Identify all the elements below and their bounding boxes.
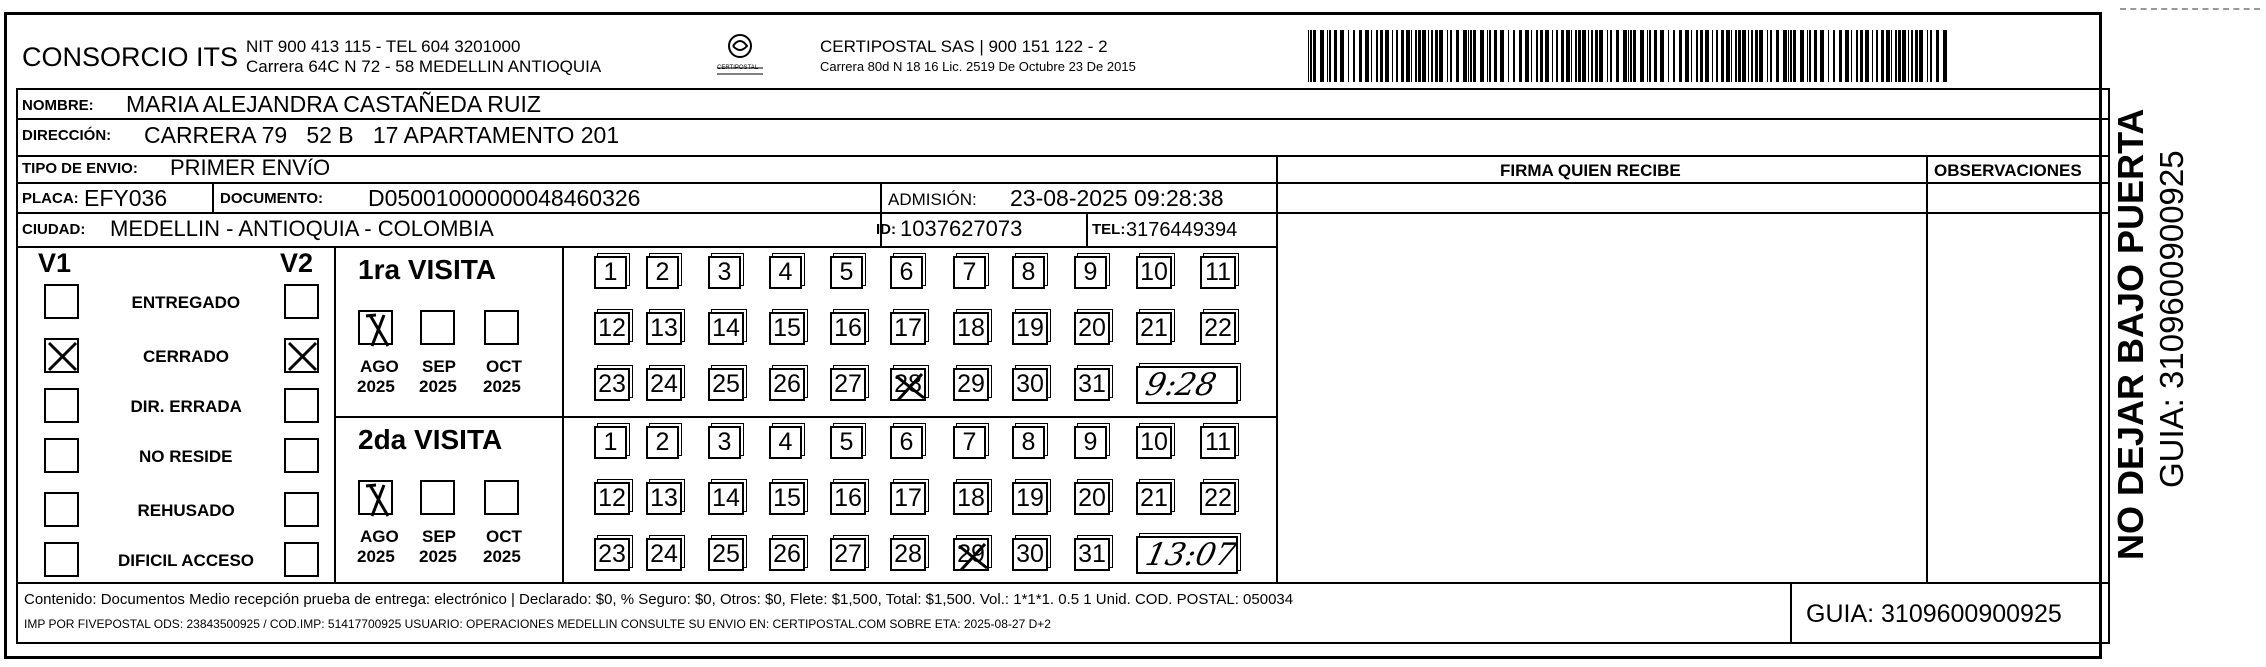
- day-number: 16: [834, 484, 862, 512]
- day-box[interactable]: [890, 482, 926, 515]
- direccion-label: DIRECCIÓN:: [22, 127, 112, 144]
- side-guia: GUIA: 3109600900925: [2153, 150, 2190, 488]
- day-number: 26: [773, 540, 801, 568]
- imp-text: IMP POR FIVEPOSTAL ODS: 23843500925 / COD.IMP: 51417700925 USUARIO: OPERACIONES MEDELLIN CONSULTE SU ENVIO EN: CERTIPOSTAL.COM SOBRE ETA: 2025-08-27 D+2: [24, 617, 1051, 631]
- v1-checkbox[interactable]: [44, 542, 79, 577]
- v1-checkbox[interactable]: [44, 438, 79, 473]
- day-number: 24: [650, 370, 678, 398]
- day-box[interactable]: [769, 368, 805, 401]
- day-number: 1: [603, 258, 618, 286]
- day-box[interactable]: [830, 256, 863, 289]
- day-box[interactable]: [830, 312, 866, 345]
- day-number: 27: [834, 540, 862, 568]
- day-number: 12: [598, 484, 626, 512]
- day-number: 8: [1021, 258, 1036, 286]
- check-x-icon: [286, 340, 321, 375]
- day-number: 19: [1016, 314, 1044, 342]
- day-number: 28: [894, 540, 922, 568]
- day-box[interactable]: [953, 256, 986, 289]
- status-label: NO RESIDE: [139, 447, 233, 466]
- day-number: 6: [899, 428, 914, 456]
- day-number: 20: [1078, 314, 1106, 342]
- day-number: 9: [1083, 428, 1098, 456]
- day-box[interactable]: [1136, 312, 1172, 345]
- day-box[interactable]: [594, 538, 630, 571]
- day-box[interactable]: [1074, 482, 1110, 515]
- day-number: 5: [839, 428, 854, 456]
- check-x-icon: [46, 340, 81, 375]
- day-box[interactable]: [708, 426, 741, 459]
- day-box[interactable]: [1074, 426, 1107, 459]
- visit-title: 2da VISITA: [358, 424, 503, 455]
- handwritten-time-box[interactable]: [1136, 536, 1238, 574]
- year-label: 2025: [483, 547, 521, 566]
- day-box[interactable]: [1012, 256, 1045, 289]
- day-box[interactable]: [769, 482, 805, 515]
- firma-header: FIRMA QUIEN RECIBE: [1500, 161, 1681, 180]
- divider: [334, 416, 1276, 418]
- day-box[interactable]: [769, 538, 805, 571]
- day-box[interactable]: [708, 368, 744, 401]
- month-checkbox[interactable]: [484, 310, 519, 345]
- day-number: 23: [598, 370, 626, 398]
- month-label: AGO: [360, 527, 399, 546]
- day-number: 31: [1078, 370, 1106, 398]
- guia-box-text: GUIA: 3109600900925: [1806, 600, 2062, 628]
- month-checkbox[interactable]: [420, 480, 455, 515]
- day-number: 13: [650, 314, 678, 342]
- tipo-value: PRIMER ENVíO: [170, 155, 331, 180]
- tel-label: TEL:: [1092, 221, 1126, 238]
- day-number: 29: [957, 370, 985, 398]
- day-number: 27: [834, 370, 862, 398]
- day-box[interactable]: [1136, 426, 1172, 459]
- day-number: 30: [1016, 540, 1044, 568]
- divider: [16, 212, 2110, 214]
- divider: [16, 246, 1276, 248]
- day-box[interactable]: [646, 538, 682, 571]
- day-number: 29: [957, 540, 985, 568]
- day-box[interactable]: [594, 312, 630, 345]
- day-number: 26: [773, 370, 801, 398]
- day-box[interactable]: [594, 256, 627, 289]
- day-box[interactable]: [1074, 538, 1110, 571]
- divider: [212, 182, 214, 212]
- nombre-value: MARIA ALEJANDRA CASTAÑEDA RUIZ: [126, 91, 541, 117]
- day-number: 28: [894, 370, 922, 398]
- divider: [16, 88, 18, 644]
- day-box[interactable]: [708, 256, 741, 289]
- address-line: Carrera 64C N 72 - 58 MEDELLIN ANTIOQUIA: [246, 57, 602, 76]
- status-label: ENTREGADO: [131, 293, 241, 312]
- day-number: 10: [1140, 258, 1168, 286]
- day-number: 16: [834, 314, 862, 342]
- day-number: 22: [1204, 314, 1232, 342]
- day-box[interactable]: [1200, 482, 1236, 515]
- day-number: 18: [957, 484, 985, 512]
- certipostal-logo: [713, 32, 767, 80]
- tipo-label: TIPO DE ENVIO:: [22, 160, 138, 177]
- nombre-label: NOMBRE:: [22, 97, 94, 114]
- day-number: 11: [1205, 428, 1231, 456]
- carrier-line: CERTIPOSTAL SAS | 900 151 122 - 2: [820, 37, 1108, 56]
- day-box[interactable]: [890, 538, 926, 571]
- day-number: 11: [1205, 258, 1231, 286]
- day-box[interactable]: [708, 312, 744, 345]
- day-number: 12: [598, 314, 626, 342]
- day-box[interactable]: [1200, 256, 1236, 289]
- day-number: 10: [1140, 428, 1168, 456]
- day-number: 30: [1016, 370, 1044, 398]
- v1-checkbox[interactable]: [44, 388, 79, 423]
- day-number: 4: [778, 258, 793, 286]
- tel-value: 3176449394: [1126, 219, 1238, 241]
- month-checkbox[interactable]: [358, 480, 393, 515]
- documento-value: D05001000000048460326: [368, 185, 641, 211]
- documento-label: DOCUMENTO:: [220, 190, 324, 207]
- day-number: 22: [1204, 484, 1232, 512]
- v1-checkbox[interactable]: [44, 284, 79, 319]
- day-number: 17: [894, 314, 922, 342]
- v2-checkbox[interactable]: [284, 492, 319, 527]
- day-number: 25: [712, 540, 740, 568]
- company-name: CONSORCIO ITS: [22, 42, 239, 72]
- day-number: 24: [650, 540, 678, 568]
- handwritten-time: 13:07: [1142, 537, 1240, 573]
- v2-checkbox[interactable]: [284, 542, 319, 577]
- day-box[interactable]: [890, 426, 923, 459]
- day-box[interactable]: [953, 482, 989, 515]
- day-number: 5: [839, 258, 854, 286]
- day-box[interactable]: [769, 256, 802, 289]
- ciudad-value: MEDELLIN - ANTIOQUIA - COLOMBIA: [110, 216, 494, 241]
- divider: [16, 88, 2110, 90]
- contenido-text: Contenido: Documentos Medio recepción prueba de entrega: electrónico | Declarado: $0, % Seguro: $0, Otros: $0, Flete: $1,500, Total: $1,500. Vol.: 1*1*1. 0.5 1 Unid. COD. POSTAL: 050034: [24, 591, 1294, 608]
- day-number: 7: [962, 428, 977, 456]
- day-box[interactable]: [646, 256, 679, 289]
- day-box[interactable]: [708, 538, 744, 571]
- handwritten-time-box[interactable]: [1136, 366, 1238, 404]
- barcode: [1308, 30, 1953, 82]
- day-box[interactable]: [769, 312, 805, 345]
- month-label: AGO: [360, 357, 399, 376]
- day-box[interactable]: [953, 368, 989, 401]
- month-label: SEP: [422, 357, 457, 376]
- handwritten-time: 9:28: [1142, 367, 1220, 403]
- ciudad-label: CIUDAD:: [22, 221, 86, 238]
- month-label: OCT: [486, 357, 522, 376]
- divider: [1276, 155, 1278, 582]
- day-box[interactable]: [594, 368, 630, 401]
- day-number: 31: [1078, 540, 1106, 568]
- day-box[interactable]: [1012, 368, 1048, 401]
- side-warning: NO DEJAR BAJO PUERTA: [2110, 108, 2151, 560]
- month-checkbox[interactable]: [420, 310, 455, 345]
- day-box[interactable]: [953, 312, 989, 345]
- day-box[interactable]: [1074, 256, 1107, 289]
- dash-decor: [2120, 8, 2260, 10]
- day-number: 14: [712, 484, 740, 512]
- divider: [16, 642, 2110, 644]
- placa-label: PLACA:: [22, 190, 79, 207]
- day-number: 1: [603, 428, 618, 456]
- day-number: 18: [957, 314, 985, 342]
- day-number: 14: [712, 314, 740, 342]
- day-number: 15: [773, 484, 801, 512]
- day-box[interactable]: [830, 368, 866, 401]
- divider: [1790, 582, 1792, 642]
- day-number: 2: [655, 428, 670, 456]
- divider: [562, 246, 564, 582]
- direccion-value: CARRERA 79 52 B 17 APARTAMENTO 201: [144, 122, 620, 148]
- v1-checkbox[interactable]: [44, 338, 79, 373]
- month-label: SEP: [422, 527, 457, 546]
- divider: [16, 582, 2110, 584]
- day-number: 17: [894, 484, 922, 512]
- day-number: 2: [655, 258, 670, 286]
- day-box[interactable]: [708, 482, 744, 515]
- month-label: OCT: [486, 527, 522, 546]
- id-label: ID:: [876, 221, 896, 238]
- v2-checkbox[interactable]: [284, 388, 319, 423]
- day-box[interactable]: [594, 482, 630, 515]
- day-box[interactable]: [1012, 482, 1048, 515]
- v2-label: V2: [280, 248, 314, 278]
- day-number: 3: [717, 258, 732, 286]
- visit-title: 1ra VISITA: [358, 254, 496, 285]
- day-box[interactable]: [953, 426, 986, 459]
- day-box[interactable]: [1012, 538, 1048, 571]
- day-box[interactable]: [1200, 312, 1236, 345]
- day-box[interactable]: [890, 368, 926, 401]
- divider: [334, 246, 336, 582]
- day-number: 3: [717, 428, 732, 456]
- day-number: 15: [773, 314, 801, 342]
- day-number: 25: [712, 370, 740, 398]
- observaciones-header: OBSERVACIONES: [1934, 161, 2082, 180]
- day-box[interactable]: [1136, 256, 1172, 289]
- divider: [1926, 155, 1928, 582]
- month-checkbox[interactable]: [484, 480, 519, 515]
- status-label: DIFICIL ACCESO: [118, 551, 255, 570]
- v1-checkbox[interactable]: [44, 492, 79, 527]
- day-cross-icon: [892, 370, 928, 403]
- license-line: Carrera 80d N 18 16 Lic. 2519 De Octubre 23 De 2015: [820, 59, 1136, 74]
- day-box[interactable]: [646, 426, 679, 459]
- divider: [16, 118, 2110, 120]
- day-number: 6: [899, 258, 914, 286]
- year-label: 2025: [483, 377, 521, 396]
- day-box[interactable]: [646, 368, 682, 401]
- day-box[interactable]: [830, 538, 866, 571]
- divider: [16, 182, 2110, 184]
- v2-checkbox[interactable]: [284, 284, 319, 319]
- day-box[interactable]: [830, 426, 863, 459]
- logo-text: CERTIPOSTAL: [717, 65, 759, 71]
- day-box[interactable]: [1074, 312, 1110, 345]
- day-box[interactable]: [1136, 482, 1172, 515]
- v1-label: V1: [38, 248, 72, 278]
- month-checkbox[interactable]: [358, 310, 393, 345]
- day-box[interactable]: [1012, 426, 1045, 459]
- day-box[interactable]: [1200, 426, 1236, 459]
- day-box[interactable]: [769, 426, 802, 459]
- day-box[interactable]: [1074, 368, 1110, 401]
- year-label: 2025: [419, 547, 457, 566]
- day-number: 8: [1021, 428, 1036, 456]
- day-number: 19: [1016, 484, 1044, 512]
- placa-value: EFY036: [84, 185, 168, 211]
- day-box[interactable]: [646, 312, 682, 345]
- check-x-icon: [360, 312, 395, 347]
- day-box[interactable]: [1012, 312, 1048, 345]
- day-number: 21: [1140, 314, 1168, 342]
- admision-value: 23-08-2025 09:28:38: [1010, 185, 1224, 211]
- day-number: 7: [962, 258, 977, 286]
- nit-line: NIT 900 413 115 - TEL 604 3201000: [246, 37, 521, 56]
- day-number: 9: [1083, 258, 1098, 286]
- v2-checkbox[interactable]: [284, 438, 319, 473]
- check-x-icon: [360, 482, 395, 517]
- day-cross-icon: [955, 540, 991, 573]
- day-number: 4: [778, 428, 793, 456]
- id-value: 1037627073: [900, 216, 1023, 241]
- year-label: 2025: [357, 547, 395, 566]
- day-box[interactable]: [890, 256, 923, 289]
- day-number: 20: [1078, 484, 1106, 512]
- day-box[interactable]: [594, 426, 627, 459]
- year-label: 2025: [357, 377, 395, 396]
- status-label: REHUSADO: [137, 501, 235, 520]
- year-label: 2025: [419, 377, 457, 396]
- day-box[interactable]: [953, 538, 989, 571]
- day-box[interactable]: [646, 482, 682, 515]
- day-box[interactable]: [890, 312, 926, 345]
- day-number: 13: [650, 484, 678, 512]
- status-label: CERRADO: [143, 347, 229, 366]
- admision-label: ADMISIÓN:: [888, 190, 977, 209]
- day-number: 23: [598, 540, 626, 568]
- day-number: 21: [1140, 484, 1168, 512]
- divider: [1086, 212, 1088, 246]
- v2-checkbox[interactable]: [284, 338, 319, 373]
- day-box[interactable]: [830, 482, 866, 515]
- status-label: DIR. ERRADA: [130, 397, 242, 416]
